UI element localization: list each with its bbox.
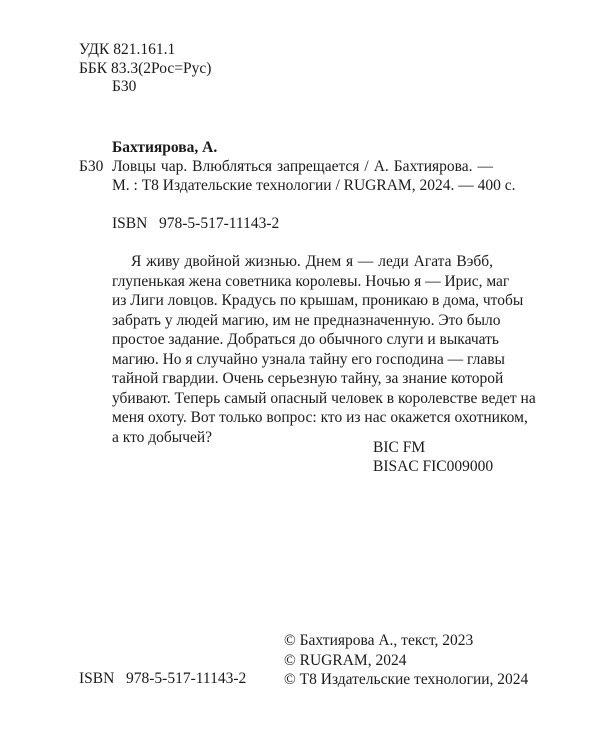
annotation-line: тайной гвардии. Очень серьезную тайну, за знание которой [112, 370, 504, 387]
catalog-title-line-1: Ловцы чар. Влюбляться запрещается / А. Бахтиярова. — [112, 158, 493, 175]
footer-isbn [79, 669, 246, 689]
annotation-line: забрать у людей магию, им не предназначенную. Это было [112, 311, 501, 329]
annotation-line: простое задание. Добраться до обычного слуги и выкачать [112, 331, 499, 348]
annotation-line: из Лиги ловцов. Крадусь по крышам, проникаю в дома, чтобы [112, 292, 524, 309]
annotation-line: магию. Но я случайно узнала тайну его господина — главы [112, 350, 505, 368]
author-mark-top: Б30 [112, 78, 137, 95]
annotation-line: меня охоту. Вот только вопрос: кто из нас окажется охотником, [112, 409, 528, 426]
copyright-block [284, 631, 529, 690]
copyright-rugram: © RUGRAM, 2024 [284, 651, 407, 669]
annotation [112, 252, 536, 447]
catalog-author: Бахтиярова, А. [112, 139, 218, 156]
bic-code: BIC FM [373, 439, 426, 456]
bisac-code: BISAC FIC009000 [373, 458, 494, 475]
catalog-isbn-label: ISBN [112, 215, 148, 232]
footer-isbn-value: 978-5-517-11143-2 [126, 670, 247, 687]
annotation-line: глупенькая жена советника королевы. Ночью я — Ирис, маг [112, 272, 510, 290]
annotation-line: Я живу двойной жизнью. Днем я — леди Агата Вэбб, [131, 253, 493, 270]
annotation-line: а кто добычей? [112, 428, 213, 446]
annotation-line: убивают. Теперь самый опасный человек в королевстве ведет на [112, 389, 536, 407]
copyright-publisher: © Т8 Издательские технологии, 2024 [284, 671, 529, 688]
copyright-author: © Бахтиярова А., текст, 2023 [284, 632, 474, 649]
catalog-title-line-2: М. : Т8 Издательские технологии / RUGRAM, 2024. — 400 с. [112, 177, 516, 194]
udk-code: УДК 821.161.1 [79, 41, 176, 58]
catalog-isbn [112, 214, 279, 234]
catalog-author-mark: Б30 [79, 158, 104, 175]
bbk-code: ББК 83.3(2Рос=Рус) [79, 60, 212, 77]
footer-isbn-label: ISBN [79, 670, 115, 687]
catalog-isbn-value: 978-5-517-11143-2 [159, 215, 280, 232]
